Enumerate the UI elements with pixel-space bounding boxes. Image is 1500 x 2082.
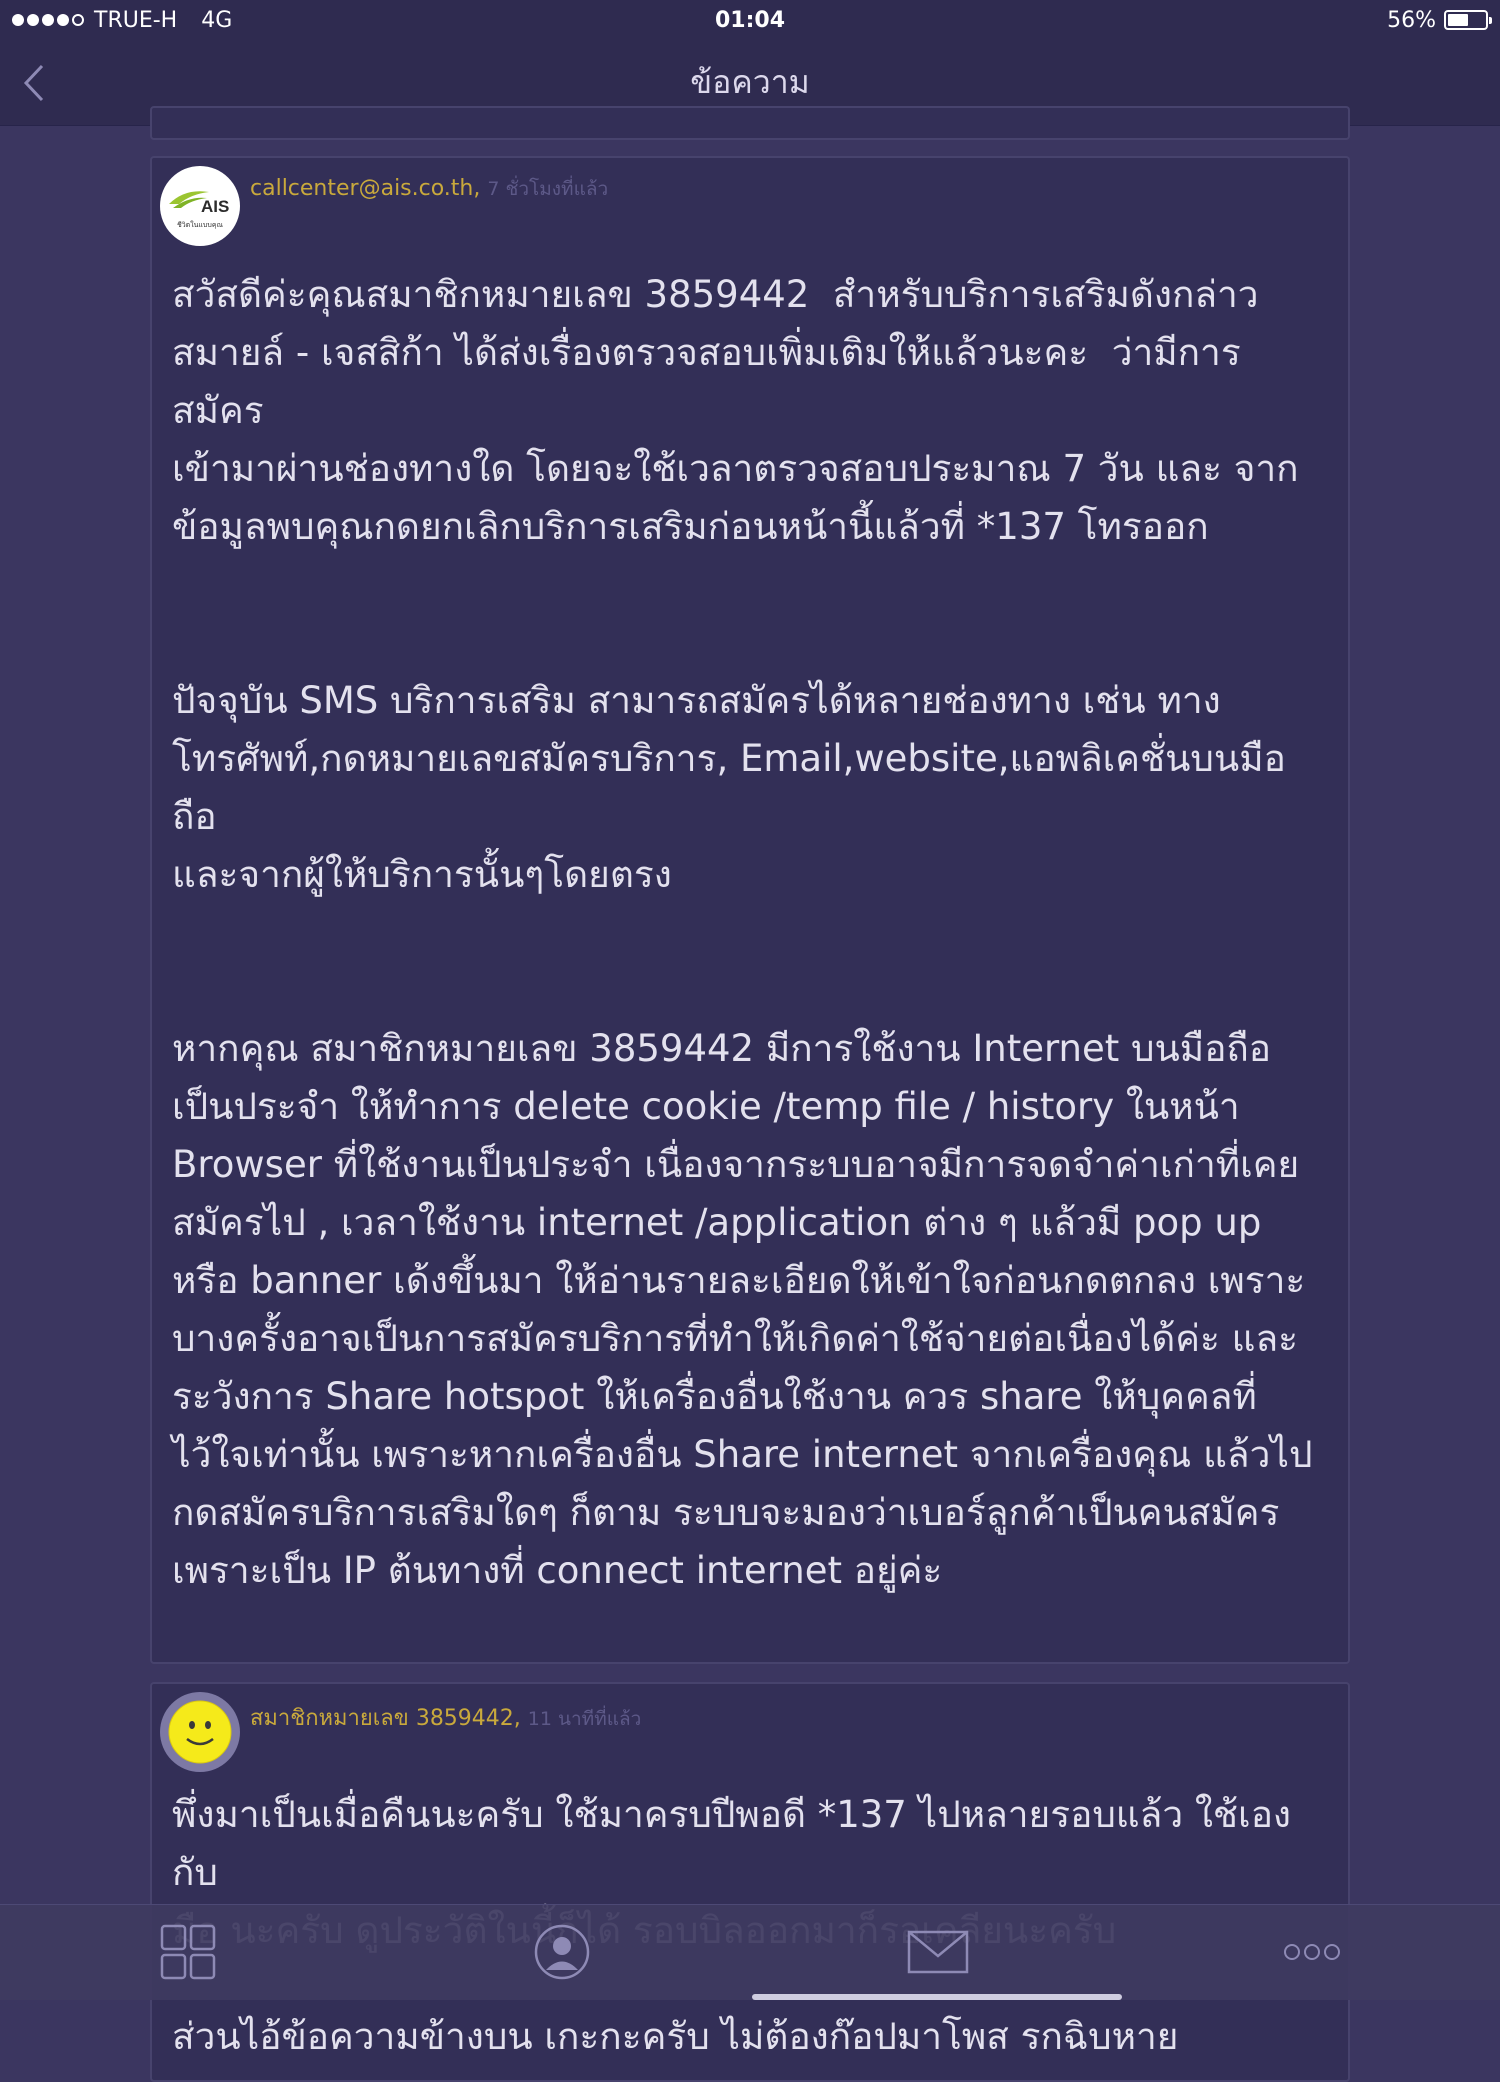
message-paragraph: พึ่งมาเป็นเมื่อคืนนะครับ ใช้มาครบปีพอดี *137 ไปหลายรอบแล้ว ใช้เองกับ bbox=[172, 1793, 1291, 1894]
status-left bbox=[12, 8, 412, 33]
tab-feed[interactable] bbox=[158, 1919, 218, 1985]
network-type: 4G bbox=[201, 7, 233, 33]
carrier-name: TRUE-H bbox=[94, 7, 178, 33]
tab-bar bbox=[0, 1904, 1500, 2000]
battery-percent: 56% bbox=[1387, 7, 1436, 33]
message-paragraph: หากคุณ สมาชิกหมายเลข 3859442 มีการใช้งาน Internet บนมือถือ เป็นประจำ ให้ทำการ delete cookie /temp file / history ในหน้า Browser ที่ใช้งานเป็นประจำ เนื่องจากระบบอาจมีการจดจำค่าเก่าที่เคย สมัครไป , เวลาใช้งาน internet /application ต่าง ๆ แล้วมี pop up หรือ banner เด้งขึ้นมา ให้อ่านรายละเอียดให้เข้าใจก่อนกดตกลง เพราะ บางครั้งอาจเป็นการสมัครบริการที่ทำให้เกิดค่าใช้จ่ายต่อเนื่องได้ค่ะ และ ระวังการ Share hotspot ให้เครื่องอื่นใช้งาน ควร share ให้บุคคลที่ ไว้ใจเท่านั้น เพราะหากเครื่องอื่น Share internet จากเครื่องคุณ แล้วไป กดสมัครบริการเสริมใดๆ ก็ตาม ระบบจะมองว่าเบอร์ลูกค้าเป็นคนสมัคร เพราะเป็น IP ต้นทางที่ connect internet อยู่ค่ะ bbox=[172, 1027, 1313, 1592]
previous-message-card bbox=[150, 106, 1350, 140]
ais-logo-icon bbox=[165, 182, 235, 222]
status-right bbox=[1088, 8, 1488, 33]
back-button[interactable] bbox=[22, 60, 62, 106]
message-header bbox=[172, 158, 1328, 278]
message-meta bbox=[250, 174, 608, 204]
battery-icon bbox=[1444, 10, 1488, 30]
battery-level-fill bbox=[1448, 14, 1468, 26]
signal-strength-icon bbox=[12, 14, 84, 26]
ais-tagline: ชีวิตในแบบคุณ bbox=[176, 220, 223, 229]
profile-icon bbox=[533, 1923, 591, 1981]
status-bar bbox=[0, 0, 1500, 40]
message-paragraph: ปัจจุบัน SMS บริการเสริม สามารถสมัครได้หลายช่องทาง เช่น ทาง โทรศัพท์,กดหมายเลขสมัครบริการ, Email,website,แอพลิเคชั่นบนมือถือ และจากผู้ให้บริการนั้นๆโดยตรง bbox=[172, 679, 1286, 896]
smiley-icon bbox=[167, 1699, 233, 1765]
svg-text:AIS: AIS bbox=[201, 196, 230, 216]
message-timestamp: 11 นาทีที่แล้ว bbox=[527, 1708, 642, 1730]
clock: 01:04 bbox=[714, 7, 786, 33]
avatar[interactable] bbox=[160, 1692, 240, 1772]
message-author[interactable]: สมาชิกหมายเลข 3859442, bbox=[250, 1706, 521, 1731]
message-paragraph: สวัสดีค่ะคุณสมาชิกหมายเลข 3859442 สำหรับบริการเสริมดังกล่าว สมายล์ - เจสสิก้า ได้ส่งเรื่องตรวจสอบเพิ่มเติมให้แล้วนะคะ ว่ามีการสมัคร เข้ามาผ่านช่องทางใด โดยจะใช้เวลาตรวจสอบประมาณ 7 วัน และ จาก ข้อมูลพบคุณกดยกเลิกบริการเสริมก่อนหน้านี้แล้วที่ *137 โทรออก bbox=[172, 273, 1299, 548]
message-meta bbox=[250, 1700, 641, 1735]
tab-messages[interactable] bbox=[906, 1919, 970, 1985]
home-indicator bbox=[752, 1994, 1122, 2000]
avatar[interactable] bbox=[160, 166, 240, 246]
more-icon bbox=[1283, 1942, 1341, 1962]
page-title: ข้อความ bbox=[690, 63, 810, 101]
message-card bbox=[150, 1682, 1350, 2082]
message-header bbox=[172, 1684, 1328, 1794]
tab-more[interactable] bbox=[1282, 1919, 1342, 1985]
message-paragraph: ส่วนไอ้ข้อความข้างบน เกะกะครับ ไม่ต้องก๊อปมาโพส รกฉิบหาย bbox=[172, 2015, 1179, 2058]
message-timestamp: 7 ชั่วโมงที่แล้ว bbox=[487, 178, 609, 200]
chevron-left-icon bbox=[22, 63, 46, 103]
message-thread[interactable] bbox=[0, 126, 1500, 2058]
message-card bbox=[150, 156, 1350, 1664]
message-author[interactable]: callcenter@ais.co.th, bbox=[250, 176, 481, 201]
tab-profile[interactable] bbox=[532, 1919, 592, 1985]
grid-icon bbox=[160, 1924, 216, 1980]
mail-icon bbox=[907, 1930, 969, 1974]
